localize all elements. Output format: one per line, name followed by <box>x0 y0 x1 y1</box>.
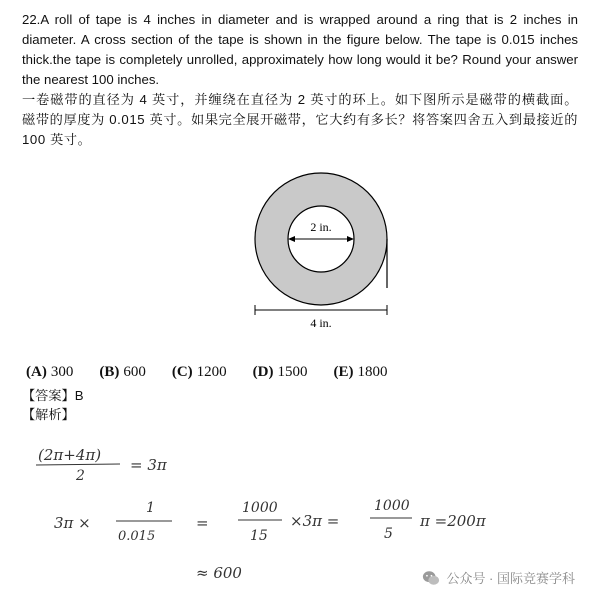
tape-cross-section-figure <box>238 170 408 345</box>
hw-line2-frac-num: 1 <box>146 500 155 516</box>
hw-line2-b-num: 1000 <box>242 500 278 516</box>
choice-b[interactable]: (B) 600 <box>99 364 146 380</box>
watermark-text: 公众号 · 国际竞赛学科 <box>446 571 575 586</box>
answer-choices <box>26 364 387 381</box>
question-english: 22.A roll of tape is 4 inches in diameter and is wrapped around a ring that is 2 inches in diameter. A cross section of the tape is shown in the figure below. The tape is 0.015 inches thick.the tape is completely unrolled, approximately how long would it be? Round your answer the nearest 100 inches. <box>22 12 578 87</box>
hw-line1-fraction-bar <box>36 464 120 465</box>
hw-line2-eq1: = <box>196 514 209 532</box>
hw-line2-b-den: 15 <box>250 528 268 544</box>
tape-diagram <box>238 170 408 340</box>
watermark <box>422 568 575 587</box>
hw-line1-denominator: 2 <box>76 468 85 484</box>
handwriting-svg <box>20 430 580 590</box>
hw-line2-c-num: 1000 <box>374 498 410 514</box>
question-chinese: 一卷磁带的直径为 4 英寸，并缠绕在直径为 2 英寸的环上。如下图所示是磁带的横截面。磁带的厚度为 0.015 英寸。如果完全展开磁带，它大约有多长？将答案四舍五入到最接近的 100 英寸。 <box>22 92 578 147</box>
hw-line2-c-den: 5 <box>384 526 393 542</box>
choice-d[interactable]: (D) 1500 <box>252 364 308 380</box>
hw-line2-b-mul: ×3π = <box>290 512 340 530</box>
hw-line2-a: 3π × <box>54 514 91 532</box>
question-text <box>22 10 578 150</box>
answer-label: 【答案】B <box>22 388 84 403</box>
choice-c[interactable]: (C) 1200 <box>171 364 227 380</box>
hw-line1-numerator: (2π+4π) <box>38 446 102 464</box>
inner-diameter-label: 2 in. <box>310 220 332 234</box>
wechat-icon <box>422 569 440 587</box>
choice-e[interactable]: (E) 1800 <box>333 364 388 380</box>
hw-line1-result: = 3π <box>130 456 167 474</box>
hw-line2-frac-den: 0.015 <box>118 529 156 544</box>
hw-line3-result: ≈ 600 <box>196 564 242 582</box>
analysis-label: 【解析】 <box>22 407 75 422</box>
hw-line2-c-tail: π =200π <box>420 512 486 530</box>
outer-diameter-label: 4 in. <box>310 316 332 330</box>
choice-a[interactable]: (A) 300 <box>26 364 74 380</box>
